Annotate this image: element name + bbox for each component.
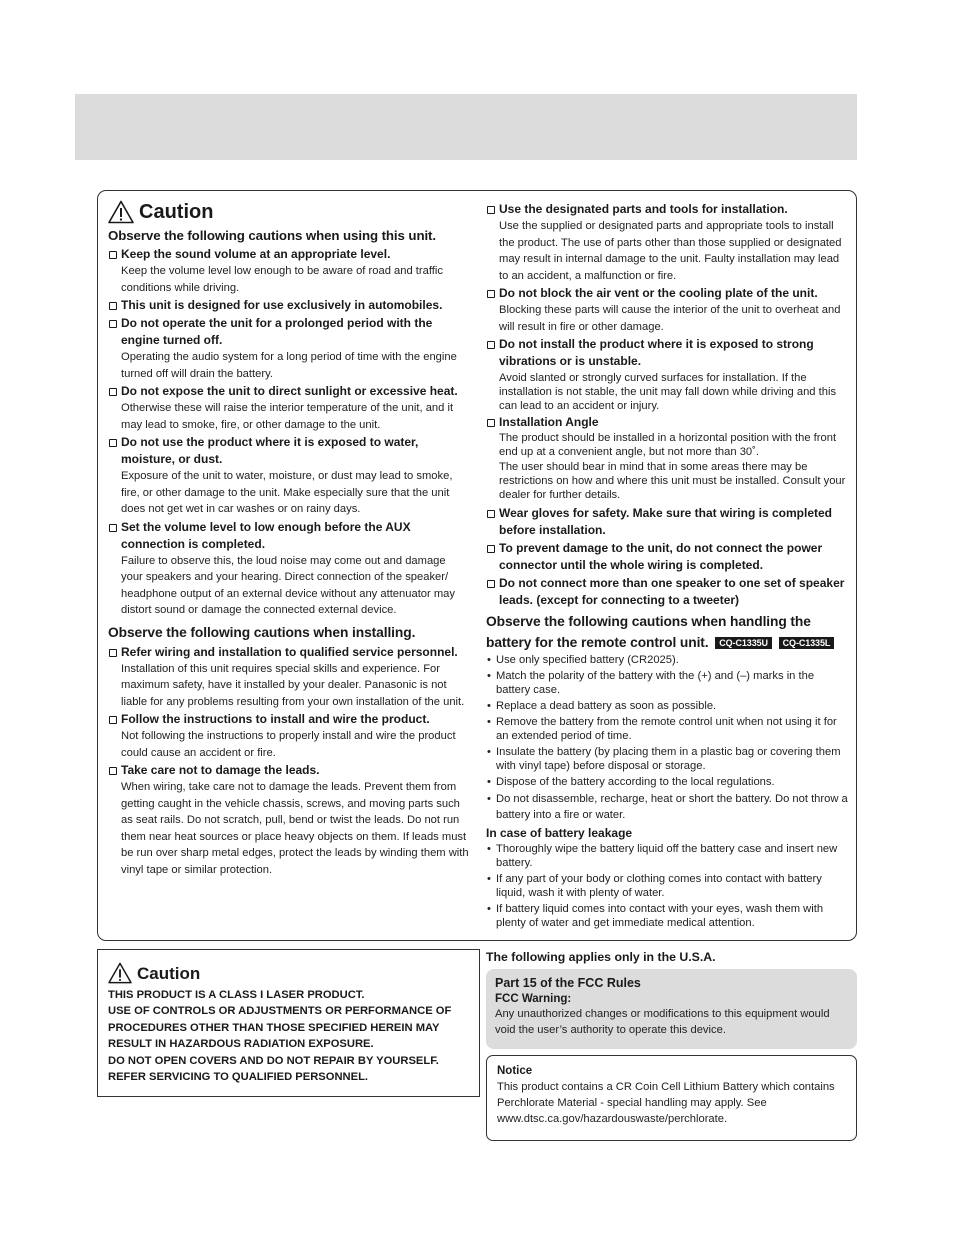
checkbox-bullet-icon — [109, 767, 117, 775]
caution-title: Caution — [139, 201, 214, 223]
notice-box — [486, 1055, 857, 1141]
checkbox-bullet-icon — [487, 419, 495, 427]
header-band — [75, 94, 857, 160]
right-column — [486, 200, 848, 932]
install-item — [108, 762, 470, 878]
list-item: • Do not disassemble, recharge, heat or short the battery. Do not throw a battery into a fire or water. — [486, 791, 848, 823]
item-heading: Do not use the product where it is exposed to water, moisture, or dust. — [121, 435, 419, 466]
left-column — [108, 200, 470, 879]
notice-title: Notice — [497, 1065, 533, 1077]
checkbox-bullet-icon — [109, 649, 117, 657]
checkbox-bullet-icon — [109, 524, 117, 532]
list-item: • If any part of your body or clothing comes into contact with battery liquid, wash it with plenty of water. — [486, 872, 848, 900]
item-heading: Set the volume level to low enough before the AUX connection is completed. — [121, 519, 411, 551]
item-heading: Follow the instructions to install and wire the product. — [121, 712, 430, 726]
item-body: Exposure of the unit to water, moisture, or dust may lead to smoke, fire, or other damage to the unit. Make especially sure that the unit does not get wet in car washes or on rainy days. — [121, 470, 453, 515]
list-item: • If battery liquid comes into contact with your eyes, wash them with plenty of water and get immediate medical attention. — [486, 902, 848, 930]
install-item — [486, 540, 848, 574]
laser-caution-title: Caution — [137, 964, 201, 983]
laser-caution-heading — [108, 962, 458, 984]
checkbox-bullet-icon — [487, 580, 495, 588]
notice-text: This product contains a CR Coin Cell Lithium Battery which contains Perchlorate Material - special handling may apply. See www.dtsc.ca.gov/hazardouswaste/perchlorate. — [497, 1081, 835, 1125]
warning-triangle-icon — [108, 200, 134, 224]
install-item — [486, 285, 848, 335]
laser-line: DO NOT OPEN COVERS AND DO NOT REPAIR BY YOURSELF. REFER SERVICING TO QUALIFIED PERSONNEL. — [108, 1054, 439, 1084]
item-body: Failure to observe this, the loud noise may come out and damage your speakers and your hearing. Direct connection of the speaker/ headphone output of an external device without any attenuator may distort sound or damage the connected external device. — [121, 554, 455, 616]
checkbox-bullet-icon — [487, 206, 495, 214]
item-heading: Wear gloves for safety. Make sure that wiring is completed before installation. — [499, 506, 832, 537]
list-item: • Use only specified battery (CR2025). — [486, 653, 848, 667]
use-item — [108, 315, 470, 382]
checkbox-bullet-icon — [109, 388, 117, 396]
item-heading: Do not operate the unit for a prolonged period with the engine turned off. — [121, 316, 433, 347]
item-heading: Take care not to damage the leads. — [121, 763, 320, 777]
warning-triangle-icon — [108, 962, 132, 984]
laser-line: USE OF CONTROLS OR ADJUSTMENTS OR PERFORMANCE OF PROCEDURES OTHER THAN THOSE SPECIFIED HEREIN MAY RESULT IN HAZARDOUS RADIATION EXPOSURE. — [108, 1005, 452, 1051]
install-item — [486, 336, 848, 413]
checkbox-bullet-icon — [487, 545, 495, 553]
checkbox-bullet-icon — [109, 439, 117, 447]
list-item: • Match the polarity of the battery with the (+) and (–) marks in the battery case. — [486, 669, 848, 697]
item-body: Installation of this unit requires special skills and experience. For maximum safety, have it installed by your dealer. Panasonic is not liable for any problems resulting from your own installation of the unit. — [121, 662, 465, 708]
checkbox-bullet-icon — [109, 320, 117, 328]
model-tag: CQ-C1335L — [779, 637, 835, 649]
install-item — [108, 644, 470, 711]
use-item — [108, 383, 470, 433]
laser-line: THIS PRODUCT IS A CLASS I LASER PRODUCT. — [108, 989, 365, 1001]
list-item: • Dispose of the battery according to the local regulations. — [486, 775, 848, 789]
fcc-warning-label: FCC Warning: — [495, 993, 572, 1005]
leakage-bullet-list — [486, 842, 848, 930]
item-heading: Do not block the air vent or the cooling plate of the unit. — [499, 286, 818, 300]
list-item: • Thoroughly wipe the battery liquid off the battery case and insert new battery. — [486, 842, 848, 870]
list-item: • Remove the battery from the remote control unit when not using it for an extended period of time. — [486, 715, 848, 743]
model-tag: CQ-C1335U — [715, 637, 772, 649]
item-body: Keep the volume level low enough to be aware of road and traffic conditions while driving. — [121, 265, 443, 294]
use-item — [108, 246, 470, 296]
usa-heading: The following applies only in the U.S.A. — [486, 950, 716, 964]
use-item — [108, 434, 470, 518]
checkbox-bullet-icon — [109, 302, 117, 310]
install-item — [108, 711, 470, 761]
checkbox-bullet-icon — [487, 341, 495, 349]
use-item — [108, 519, 470, 619]
item-heading: Use the designated parts and tools for installation. — [499, 202, 788, 216]
checkbox-bullet-icon — [109, 251, 117, 259]
install-item — [486, 505, 848, 539]
install-item — [486, 201, 848, 284]
item-body: The product should be installed in a horizontal position with the front end up at a convenient angle, but not more than 30˚. — [499, 432, 837, 458]
observe-use-heading: Observe the following cautions when using this unit. — [108, 228, 436, 243]
battery-bullet-list — [486, 653, 848, 823]
item-body: Not following the instructions to properly install and wire the product could cause an accident or fire. — [121, 730, 456, 759]
list-item: • Insulate the battery (by placing them in a plastic bag or covering them with vinyl tape) before disposal or storage. — [486, 745, 848, 773]
item-heading: To prevent damage to the unit, do not connect the power connector until the whole wiring is completed. — [499, 541, 823, 572]
item-heading: Installation Angle — [499, 415, 599, 429]
battery-heading — [486, 611, 848, 653]
caution-heading — [108, 200, 470, 224]
item-body: Otherwise these will raise the interior temperature of the unit, and it may lead to smoke, fire, or other damage to the unit. — [121, 402, 454, 431]
item-body: When wiring, take care not to damage the leads. Prevent them from getting caught in the vehicle chassis, screws, and moving parts such as seat rails. Do not scratch, pull, bend or twist the leads. Do not run them near heat sources or place heavy objects on them. If leads must be run over sharp metal edges, protect the leads by winding them with vinyl tape or similar protection. — [121, 781, 469, 876]
install-item — [486, 575, 848, 609]
use-item — [108, 297, 470, 314]
item-body-2: The user should bear in mind that in some areas there may be restrictions on how and where this unit must be installed. Consult your dealer for further details. — [499, 461, 846, 501]
item-heading: Refer wiring and installation to qualified service personnel. — [121, 644, 458, 659]
fcc-text: Any unauthorized changes or modifications to this equipment would void the user’s authority to operate this device. — [495, 1008, 830, 1036]
item-heading: This unit is designed for use exclusively in automobiles. — [121, 298, 443, 312]
install-item — [486, 414, 848, 502]
item-body: Blocking these parts will cause the interior of the unit to overheat and will result in fire or other damage. — [499, 304, 841, 333]
item-heading: Do not connect more than one speaker to one set of speaker leads. (except for connecting to a tweeter) — [499, 576, 845, 607]
battery-heading-text: Observe the following cautions when handling the battery for the remote control unit. — [486, 614, 811, 650]
leakage-heading: In case of battery leakage — [486, 826, 633, 840]
fcc-title: Part 15 of the FCC Rules — [495, 976, 641, 990]
checkbox-bullet-icon — [109, 716, 117, 724]
item-heading: Do not install the product where it is exposed to strong vibrations or is unstable. — [499, 337, 814, 368]
item-heading: Do not expose the unit to direct sunlight or excessive heat. — [121, 384, 458, 398]
fcc-box — [486, 969, 857, 1049]
item-heading: Keep the sound volume at an appropriate level. — [121, 247, 391, 261]
item-body: Use the supplied or designated parts and appropriate tools to install the product. The use of parts other than those supplied or designated may result in internal damage to the unit. Faulty installation may lead to an accident, a malfunction or fire. — [499, 220, 842, 282]
checkbox-bullet-icon — [487, 510, 495, 518]
item-body: Operating the audio system for a long period of time with the engine turned off will drain the battery. — [121, 351, 457, 380]
laser-caution-box — [97, 949, 480, 1097]
item-body: Avoid slanted or strongly curved surfaces for installation. If the installation is not stable, the unit may fall down while driving and this can lead to an accident or injury. — [499, 372, 837, 412]
list-item: • Replace a dead battery as soon as possible. — [486, 699, 848, 713]
checkbox-bullet-icon — [487, 290, 495, 298]
observe-install-heading: Observe the following cautions when installing. — [108, 624, 416, 640]
